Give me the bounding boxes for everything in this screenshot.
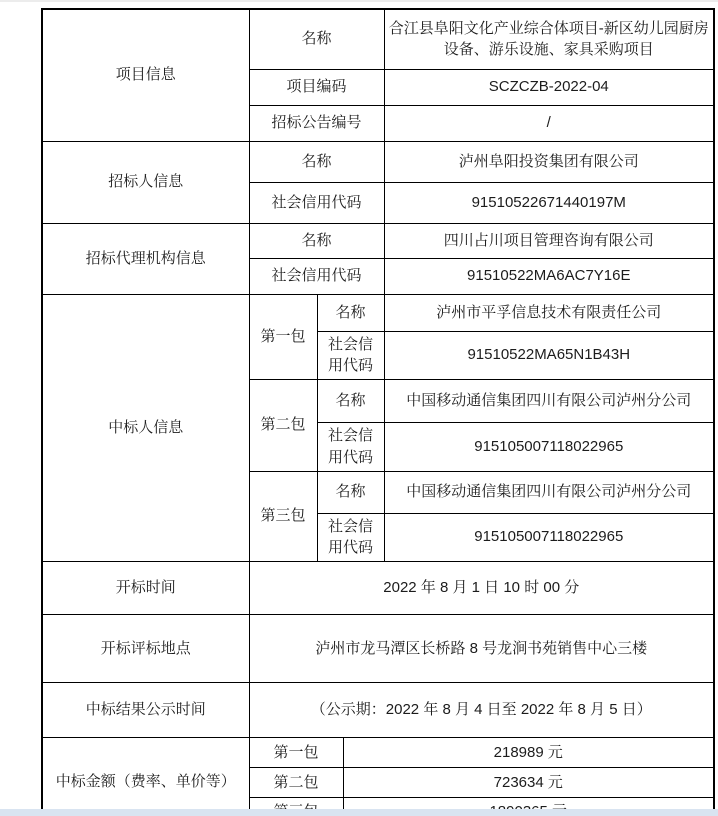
field-label-winner1-name: 名称 [317, 294, 384, 331]
field-value-winner2-credit-code: 915105007118022965 [384, 423, 714, 472]
field-label-publicity-time: 中标结果公示时间 [42, 683, 249, 738]
field-value-agency-name: 四川占川项目管理咨询有限公司 [384, 223, 714, 258]
field-label-project-name: 名称 [249, 9, 384, 69]
field-value-winner1-credit-code: 91510522MA65N1B43H [384, 331, 714, 380]
field-value-winner2-name: 中国移动通信集团四川有限公司泸州分公司 [384, 380, 714, 423]
field-label-agency-credit-code: 社会信用代码 [249, 258, 384, 294]
field-label-winner2-name: 名称 [317, 380, 384, 423]
field-value-winner3-name: 中国移动通信集团四川有限公司泸州分公司 [384, 471, 714, 513]
field-label-open-time: 开标时间 [42, 562, 249, 615]
field-value-publicity-time: （公示期：2022 年 8 月 4 日至 2022 年 8 月 5 日） [249, 683, 714, 738]
section-label-project-info: 项目信息 [42, 9, 249, 141]
page-bottom-strip [0, 809, 718, 816]
field-value-tenderer-credit-code: 91510522671440197M [384, 182, 714, 223]
field-label-announcement-no: 招标公告编号 [249, 105, 384, 141]
field-value-project-code: SCZCZB-2022-04 [384, 69, 714, 105]
field-value-venue: 泸州市龙马潭区长桥路 8 号龙涧书苑销售中心三楼 [249, 615, 714, 683]
field-value-tenderer-name: 泸州阜阳投资集团有限公司 [384, 141, 714, 182]
package-2-label: 第二包 [249, 380, 317, 472]
section-label-agency-info: 招标代理机构信息 [42, 223, 249, 294]
field-label-agency-name: 名称 [249, 223, 384, 258]
amount-package-2-label: 第二包 [249, 768, 343, 798]
field-value-winner1-name: 泸州市平孚信息技术有限责任公司 [384, 294, 714, 331]
field-value-winner3-credit-code: 915105007118022965 [384, 513, 714, 562]
amount-package-1-label: 第一包 [249, 738, 343, 768]
package-3-label: 第三包 [249, 471, 317, 562]
amount-package-2-value: 723634 元 [343, 768, 714, 798]
page-top-divider [0, 0, 718, 2]
field-value-announcement-no: / [384, 105, 714, 141]
field-label-tenderer-name: 名称 [249, 141, 384, 182]
section-label-tenderer-info: 招标人信息 [42, 141, 249, 223]
field-value-project-name: 合江县阜阳文化产业综合体项目-新区幼儿园厨房设备、游乐设施、家具采购项目 [384, 9, 714, 69]
field-label-winner2-credit-code: 社会信用代码 [317, 423, 384, 472]
field-value-open-time: 2022 年 8 月 1 日 10 时 00 分 [249, 562, 714, 615]
field-value-agency-credit-code: 91510522MA6AC7Y16E [384, 258, 714, 294]
amount-package-1-value: 218989 元 [343, 738, 714, 768]
field-label-winner3-name: 名称 [317, 471, 384, 513]
section-label-winner-info: 中标人信息 [42, 294, 249, 562]
package-1-label: 第一包 [249, 294, 317, 380]
section-label-winning-amount: 中标金额（费率、单价等） [42, 738, 249, 816]
field-label-tenderer-credit-code: 社会信用代码 [249, 182, 384, 223]
field-label-winner1-credit-code: 社会信用代码 [317, 331, 384, 380]
field-label-winner3-credit-code: 社会信用代码 [317, 513, 384, 562]
field-label-venue: 开标评标地点 [42, 615, 249, 683]
field-label-project-code: 项目编码 [249, 69, 384, 105]
bid-result-table [41, 8, 715, 816]
